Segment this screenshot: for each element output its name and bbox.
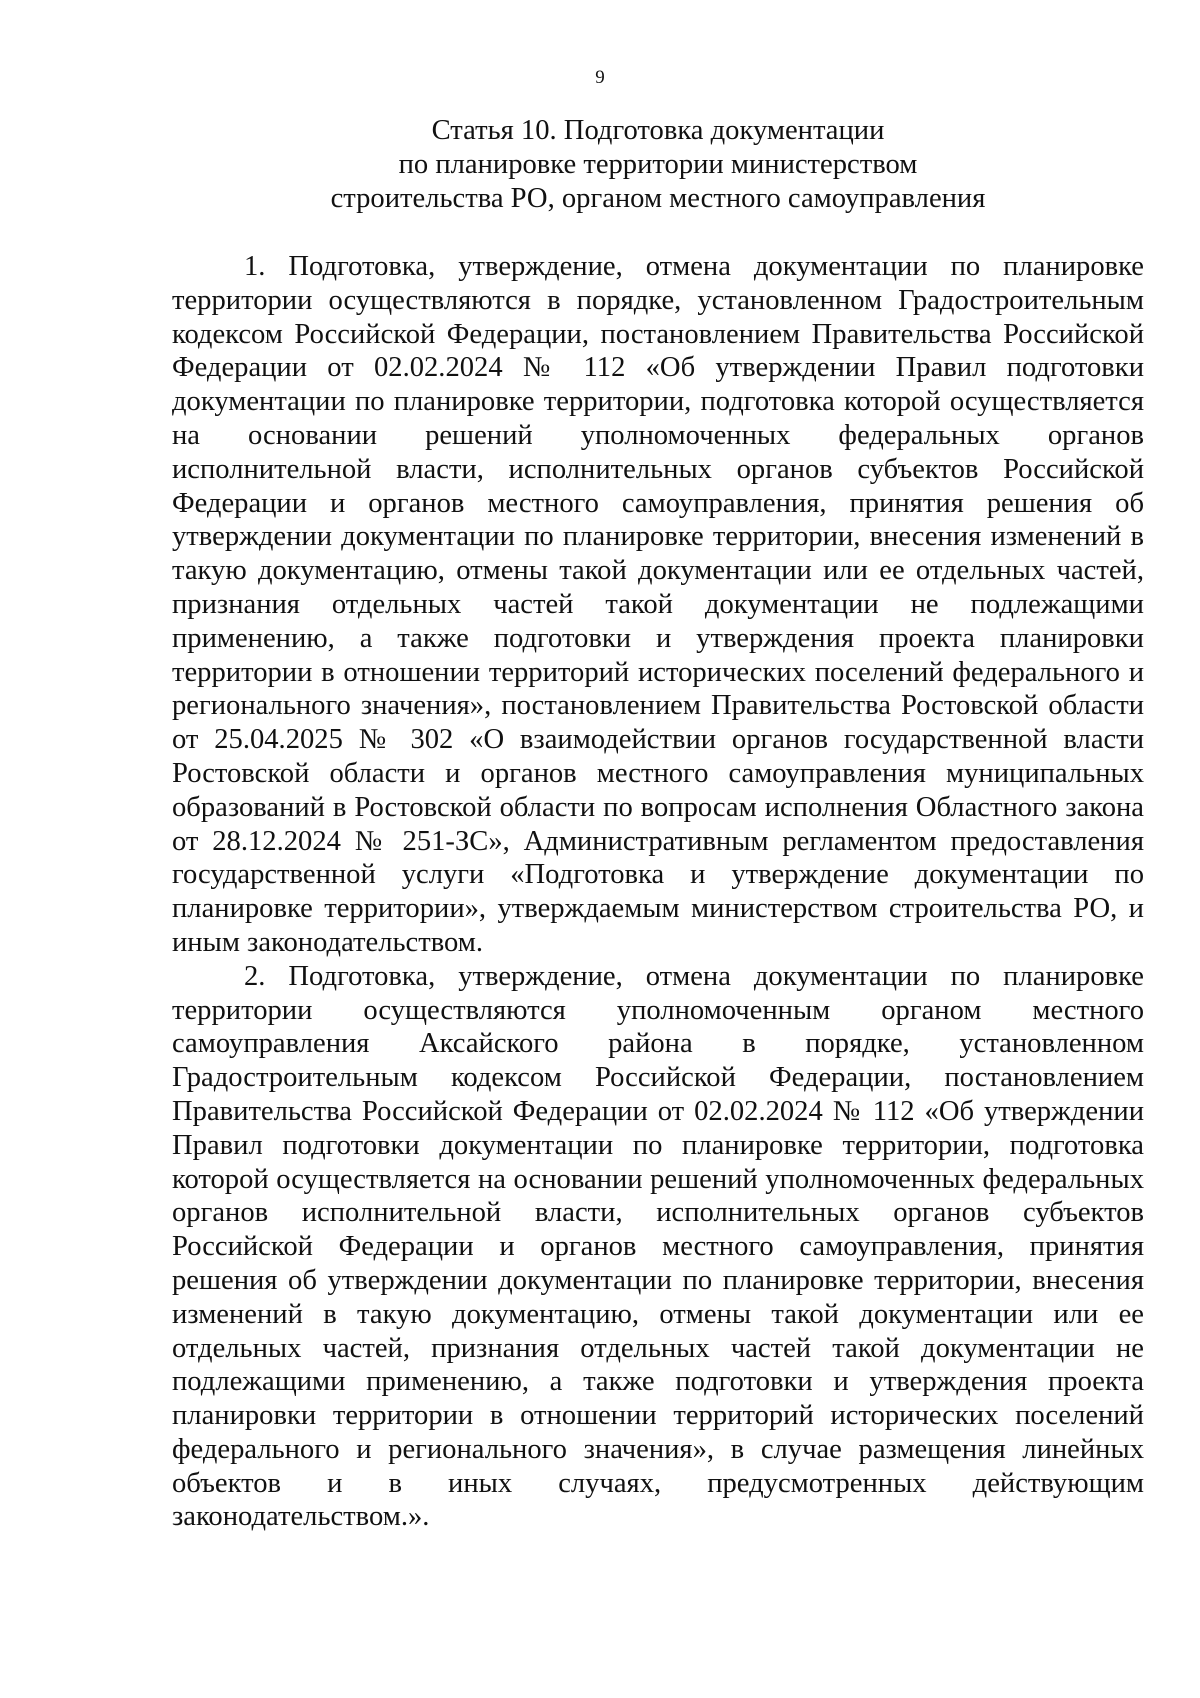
paragraph-2: 2. Подготовка, утверждение, отмена документации по планировке территории осуществляются уполномоченным органом местного самоуправления Аксайского района в порядке, установленном Градостроительным кодексом Российской Федерации, постановлением Правительства Российской Федерации от 02.02.2024 № 112 «Об утверждении Правил подготовки документации по планировке территории, подготовка которой осуществляется на основании решений уполномоченных федеральных органов исполнительной власти, исполнительных органов субъектов Российской Федерации и органов местного самоуправления, принятия решения об утверждении документации по планировке территории, внесения изменений в такую документацию, отмены такой документации или ее отдельных частей, признания отдельных частей такой документации не подлежащими применению, а также подготовки и утверждения проекта планировки территории в отношении территорий исторических поселений федерального и регионального значения», в случае размещения линейных объектов и в иных случаях, предусмотренных действующим законодательством.». [172,960,1144,1533]
article-title-line-2: по планировке территории министерством [398,149,918,180]
article-title-line-3: строительства РО, органом местного самоуправления [330,183,986,214]
page-number: 9 [595,67,605,88]
article-body [172,250,1144,1534]
paragraph-1: 1. Подготовка, утверждение, отмена документации по планировке территории осуществляются в порядке, установленном Градостроительным кодексом Российской Федерации, постановлением Правительства Российской Федерации от 02.02.2024 № 112 «Об утверждении Правил подготовки документации по планировке территории, подготовка которой осуществляется на основании решений уполномоченных федеральных органов исполнительной власти, исполнительных органов субъектов Российской Федерации и органов местного самоуправления, принятия решения об утверждении документации по планировке территории, внесения изменений в такую документацию, отмены такой документации или ее отдельных частей, признания отдельных частей такой документации не подлежащими применению, а также подготовки и утверждения проекта планировки территории в отношении территорий исторических поселений федерального и регионального значения», постановлением Правительства Ростовской области от 25.04.2025 № 302 «О взаимодействии органов государственной власти Ростовской области и органов местного самоуправления муниципальных образований в Ростовской области по вопросам исполнения Областного закона от 28.12.2024 № 251-ЗС», Административным регламентом предоставления государственной услуги «Подготовка и утверждение документации по планировке территории», утверждаемым министерством строительства РО, и иным законодательством. [172,251,1144,958]
article-title [172,114,1144,216]
article-title-line-1: Статья 10. Подготовка документации [431,115,885,146]
